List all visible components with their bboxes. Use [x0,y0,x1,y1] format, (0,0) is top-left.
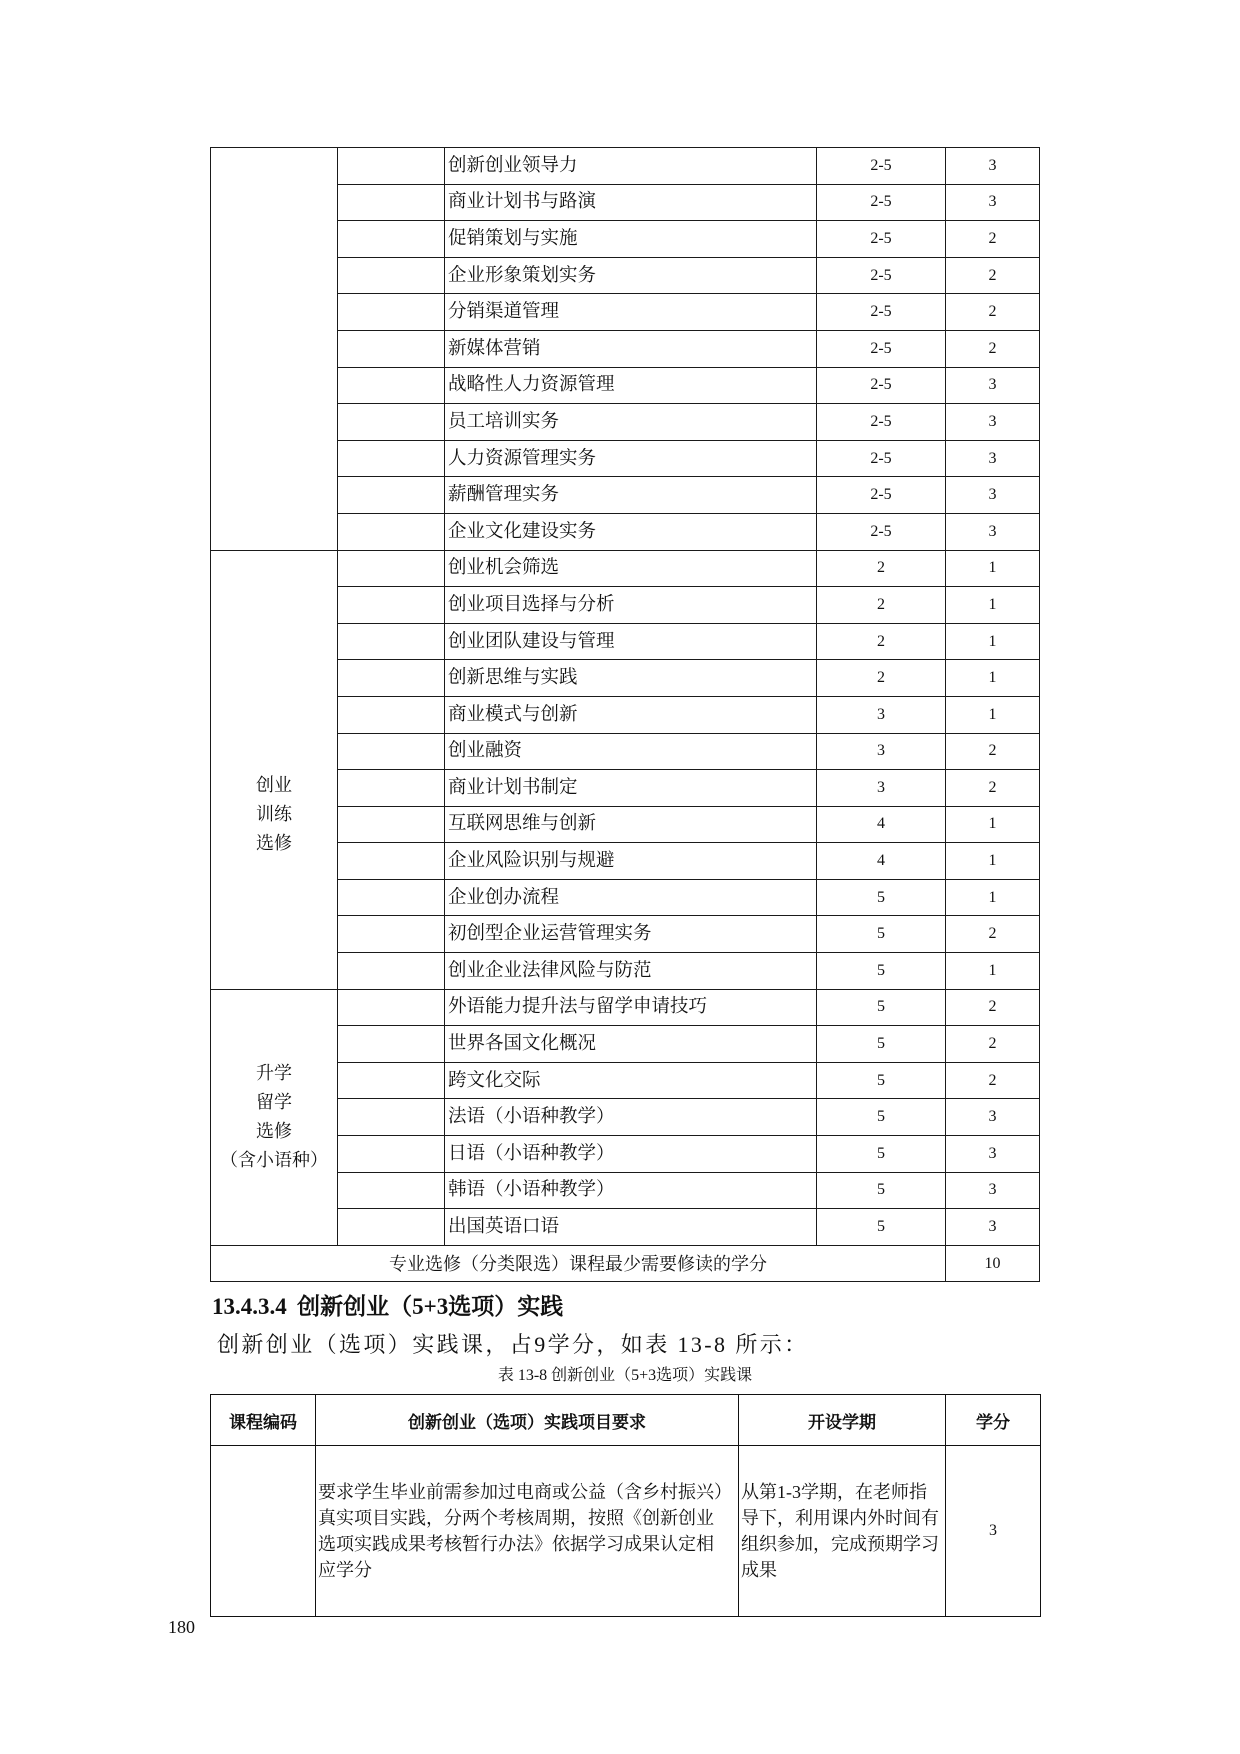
course-semester-cell: 5 [817,879,946,916]
course-code-cell [338,953,445,990]
course-code-cell [338,440,445,477]
course-code-cell [338,221,445,258]
course-semester-cell: 5 [817,1209,946,1246]
course-row [211,989,1040,1026]
course-credits-cell: 2 [946,1062,1040,1099]
course-row [211,550,1040,587]
course-semester-cell: 4 [817,806,946,843]
course-semester-cell: 5 [817,1062,946,1099]
course-name-cell: 出国英语口语 [445,1209,817,1246]
course-code-cell [338,330,445,367]
course-semester-cell: 2-5 [817,330,946,367]
course-semester-cell: 2-5 [817,513,946,550]
intro-paragraph: 创新创业（选项）实践课，占9学分，如表 13-8 所示： [217,1332,809,1357]
category-label-line: 创业 [256,775,292,796]
table-caption: 表 13-8 创新创业（5+3选项）实践课 [497,1367,753,1384]
category-label-line: 选修 [256,833,292,854]
course-credits-cell: 1 [946,587,1040,624]
course-credits-cell: 3 [946,184,1040,221]
course-semester-cell: 2-5 [817,184,946,221]
section-heading [212,1293,563,1321]
course-name-cell: 互联网思维与创新 [445,806,817,843]
practice-course-row [211,1446,1041,1617]
category-label-line: 选修 [256,1121,292,1142]
header-requirement: 创新创业（选项）实践项目要求 [316,1395,739,1446]
course-name-cell: 初创型企业运营管理实务 [445,916,817,953]
semester-line: 组织参加，完成预期学习 [741,1534,939,1554]
course-semester-cell: 5 [817,953,946,990]
course-name-cell: 创新思维与实践 [445,660,817,697]
course-semester-cell: 2-5 [817,221,946,258]
course-credits-cell: 1 [946,953,1040,990]
course-credits-cell: 1 [946,843,1040,880]
course-code-cell [338,879,445,916]
course-semester-cell: 2-5 [817,477,946,514]
course-name-cell: 人力资源管理实务 [445,440,817,477]
course-name-cell: 员工培训实务 [445,404,817,441]
required-credits-value: 10 [946,1245,1040,1282]
semester-line: 导下，利用课内外时间有 [741,1508,939,1528]
requirement-line: 应学分 [318,1560,372,1580]
course-semester-cell: 3 [817,733,946,770]
semester-line: 成果 [741,1560,777,1580]
course-name-cell: 企业形象策划实务 [445,257,817,294]
course-name-cell: 薪酬管理实务 [445,477,817,514]
header-credits: 学分 [946,1395,1041,1446]
course-code-cell [338,1209,445,1246]
course-code-cell [338,989,445,1026]
required-credits-label: 专业选修（分类限选）课程最少需要修读的学分 [211,1245,946,1282]
course-credits-cell: 1 [946,660,1040,697]
section-title: 创新创业（5+3选项）实践 [297,1294,564,1319]
course-semester-cell: 2-5 [817,440,946,477]
course-name-cell: 日语（小语种教学） [445,1136,817,1173]
course-semester-cell: 2-5 [817,294,946,331]
course-code-cell [338,733,445,770]
course-credits-cell: 2 [946,257,1040,294]
course-name-cell: 创新创业领导力 [445,148,817,185]
course-credits-cell: 3 [946,1099,1040,1136]
course-code-cell [338,294,445,331]
course-name-cell: 分销渠道管理 [445,294,817,331]
course-code-cell [338,1136,445,1173]
course-name-cell: 创业融资 [445,733,817,770]
course-credits-cell: 2 [946,330,1040,367]
course-name-cell: 商业计划书制定 [445,770,817,807]
course-code-cell [338,696,445,733]
course-name-cell: 创业企业法律风险与防范 [445,953,817,990]
course-semester-cell: 2 [817,623,946,660]
course-name-cell: 企业文化建设实务 [445,513,817,550]
course-semester-cell: 2 [817,550,946,587]
course-code-cell [338,184,445,221]
course-credits-cell: 2 [946,733,1040,770]
course-code-cell [338,1026,445,1063]
course-name-cell: 战略性人力资源管理 [445,367,817,404]
course-code-cell [338,1062,445,1099]
course-credits-cell: 2 [946,221,1040,258]
practice-course-table [210,1394,1041,1617]
course-semester-cell: 2-5 [817,148,946,185]
course-semester-cell: 2-5 [817,257,946,294]
course-row [211,148,1040,185]
course-code-cell [338,550,445,587]
practice-requirement-cell [316,1446,739,1617]
requirement-line: 要求学生毕业前需参加过电商或公益（含乡村振兴） [318,1482,732,1502]
course-credits-cell: 3 [946,404,1040,441]
course-name-cell: 创业项目选择与分析 [445,587,817,624]
course-semester-cell: 2 [817,587,946,624]
course-code-cell [338,404,445,441]
course-credits-cell: 1 [946,550,1040,587]
header-semester: 开设学期 [739,1395,946,1446]
course-code-cell [338,843,445,880]
category-cell [211,148,338,551]
course-name-cell: 商业计划书与路演 [445,184,817,221]
course-code-cell [338,806,445,843]
course-code-cell [338,770,445,807]
course-semester-cell: 3 [817,770,946,807]
course-semester-cell: 2-5 [817,367,946,404]
course-credits-cell: 3 [946,513,1040,550]
course-credits-cell: 1 [946,696,1040,733]
elective-course-table [210,147,1040,1282]
page-number: 180 [168,1617,195,1637]
category-label-line: （含小语种） [220,1150,328,1171]
category-label-line: 升学 [256,1063,292,1084]
course-code-cell [338,513,445,550]
course-credits-cell: 1 [946,623,1040,660]
course-credits-cell: 3 [946,477,1040,514]
required-credits-row [211,1245,1040,1282]
course-code-cell [338,916,445,953]
practice-semester-cell [739,1446,946,1617]
course-code-cell [338,1172,445,1209]
course-code-cell [338,587,445,624]
course-credits-cell: 2 [946,916,1040,953]
course-semester-cell: 5 [817,916,946,953]
course-name-cell: 外语能力提升法与留学申请技巧 [445,989,817,1026]
section-number: 13.4.3.4 [212,1294,287,1319]
course-credits-cell: 2 [946,770,1040,807]
elective-course-table-body [211,148,1040,1246]
course-name-cell: 创业机会筛选 [445,550,817,587]
course-code-cell [338,1099,445,1136]
course-credits-cell: 3 [946,1136,1040,1173]
course-credits-cell: 3 [946,440,1040,477]
course-name-cell: 商业模式与创新 [445,696,817,733]
course-semester-cell: 5 [817,1099,946,1136]
course-code-cell [338,477,445,514]
category-label-line: 训练 [256,804,292,825]
course-name-cell: 法语（小语种教学） [445,1099,817,1136]
course-credits-cell: 2 [946,989,1040,1026]
course-code-cell [338,623,445,660]
course-code-cell [338,257,445,294]
course-credits-cell: 3 [946,367,1040,404]
course-semester-cell: 2-5 [817,404,946,441]
header-course-code: 课程编码 [211,1395,316,1446]
semester-line: 从第1-3学期，在老师指 [741,1482,927,1502]
course-name-cell: 促销策划与实施 [445,221,817,258]
practice-course-code-cell [211,1446,316,1617]
course-name-cell: 世界各国文化概况 [445,1026,817,1063]
course-name-cell: 韩语（小语种教学） [445,1172,817,1209]
course-semester-cell: 5 [817,1136,946,1173]
course-code-cell [338,660,445,697]
course-semester-cell: 2 [817,660,946,697]
course-code-cell [338,367,445,404]
course-credits-cell: 3 [946,1172,1040,1209]
course-name-cell: 新媒体营销 [445,330,817,367]
course-credits-cell: 3 [946,148,1040,185]
course-semester-cell: 5 [817,1172,946,1209]
course-credits-cell: 2 [946,294,1040,331]
course-name-cell: 企业创办流程 [445,879,817,916]
course-semester-cell: 5 [817,989,946,1026]
requirement-line: 选项实践成果考核暂行办法》依据学习成果认定相 [318,1534,714,1554]
course-code-cell [338,148,445,185]
course-credits-cell: 1 [946,806,1040,843]
course-name-cell: 跨文化交际 [445,1062,817,1099]
course-name-cell: 创业团队建设与管理 [445,623,817,660]
course-semester-cell: 5 [817,1026,946,1063]
category-cell [211,550,338,989]
category-label-line: 留学 [256,1092,292,1113]
category-cell [211,989,338,1245]
course-credits-cell: 1 [946,879,1040,916]
course-name-cell: 企业风险识别与规避 [445,843,817,880]
course-credits-cell: 3 [946,1209,1040,1246]
practice-table-header-row [211,1395,1041,1446]
requirement-line: 真实项目实践，分两个考核周期，按照《创新创业 [318,1508,714,1528]
course-semester-cell: 4 [817,843,946,880]
practice-credits-cell: 3 [946,1446,1041,1617]
course-credits-cell: 2 [946,1026,1040,1063]
course-semester-cell: 3 [817,696,946,733]
